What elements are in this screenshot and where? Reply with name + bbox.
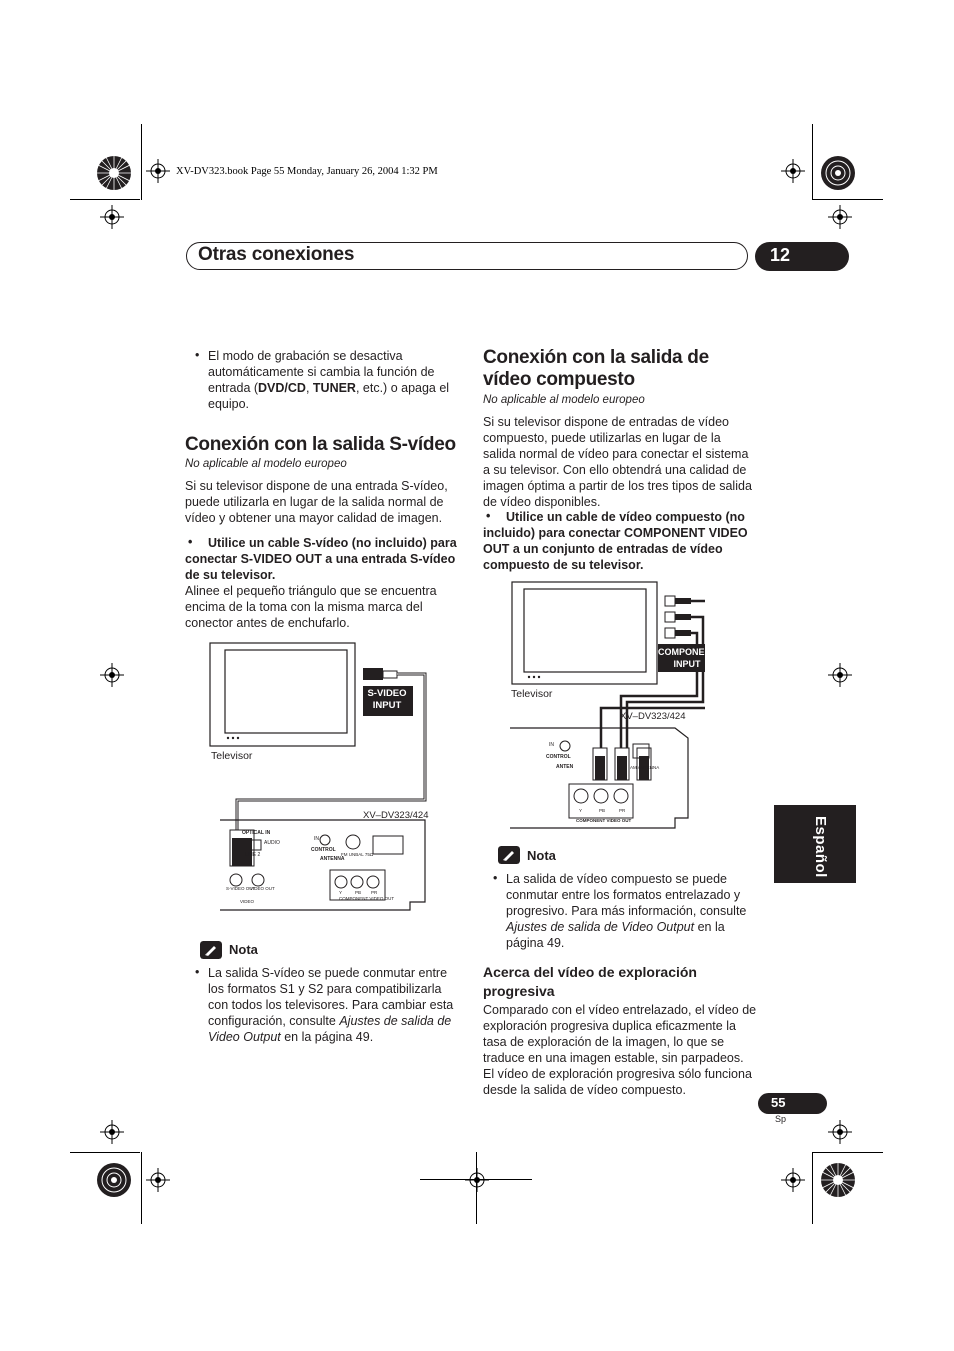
- panel-label-in: IN: [314, 836, 319, 842]
- svideo-paragraph: Si su televisor dispone de una entrada S-vídeo, puede utilizarla en lugar de la salida normal de vídeo y obtener una mayor calidad de imagen.: [185, 479, 448, 525]
- panel-label-component-out: COMPONENT VIDEO OUT: [576, 818, 632, 823]
- note-label: Nota: [527, 848, 556, 863]
- registration-mark: [828, 663, 852, 687]
- panel-label-am-antenna: AM ANTENNA: [630, 765, 660, 770]
- panel-label-control: CONTROL: [311, 847, 336, 853]
- svideo-instruction: Utilice un cable S-vídeo (no incluido) para conectar S-VIDEO OUT a una entrada S-vídeo de su televisor.: [185, 536, 457, 582]
- panel-label-svideo-out: S-VIDEO OUT: [226, 886, 256, 891]
- chapter-number: 12: [770, 245, 791, 265]
- registration-mark: [100, 205, 124, 229]
- panel-label-fm: FM UNBAL 75Ω: [341, 852, 374, 857]
- panel-label-control: CONTROL: [546, 754, 571, 760]
- component-instruction: Utilice un cable de vídeo compuesto (no incluido) para conectar COMPONENT VIDEO OUT a un conjunto de entradas de vídeo compuesto de su televisor.: [483, 510, 748, 572]
- registration-mark: [465, 1168, 489, 1192]
- svideo-plug-tv: [363, 668, 383, 680]
- component-plugs-device: [593, 748, 651, 780]
- tv-label: Televisor: [511, 688, 553, 700]
- bullet: •: [486, 509, 491, 523]
- registration-mark: [828, 205, 852, 229]
- registration-mark: [828, 1120, 852, 1144]
- chapter-title: Otras conexiones: [198, 244, 355, 265]
- progressive-heading: Acerca del vídeo de exploración progresiva: [483, 964, 697, 999]
- bullet: •: [195, 348, 200, 362]
- tv-screen: [524, 589, 646, 672]
- component-subtitle: No aplicable al modelo europeo: [483, 394, 645, 406]
- panel-label-y: Y: [339, 890, 343, 895]
- note-icon: [200, 941, 222, 959]
- registration-mark: [100, 1120, 124, 1144]
- color-rosette-top-left: [96, 155, 132, 191]
- language-code: Sp: [775, 1114, 787, 1124]
- registration-mark: [146, 159, 170, 183]
- registration-mark: [781, 159, 805, 183]
- registration-mark: [781, 1168, 805, 1192]
- file-header: XV-DV323.book Page 55 Monday, January 26, 2004 1:32 PM: [176, 166, 438, 177]
- model-label: XV–DV323/424: [363, 810, 429, 821]
- svideo-connection-diagram: [205, 640, 445, 920]
- bullet: •: [493, 871, 498, 885]
- panel-label-line2: LINE 2: [245, 852, 261, 858]
- color-rosette-top-right: [820, 155, 856, 191]
- tv-screen: [225, 650, 347, 733]
- component-paragraph: Si su televisor dispone de entradas de vídeo compuesto, puede utilizarlas en lugar de la salida normal de vídeo para conectar el sistema a su televisor. Con ello obtendrá una calidad de imagen óptima a partir de los tres tipos de salida de vídeo disponibles.: [483, 415, 752, 509]
- panel-label-pb: PB: [355, 890, 362, 895]
- progressive-paragraph: Comparado con el vídeo entrelazado, el vídeo de exploración progresiva duplica eficazmente la tasa de exploración de la imagen, lo que se traduce en una imagen estable, sin parpadeos. El vídeo de exploración progresiva sólo funciona desde la salida de vídeo compuesto.: [483, 1003, 757, 1097]
- panel-label-video-out: VIDEO OUT: [250, 886, 275, 891]
- intro-bullet-text: El modo de grabación se desactiva automáticamente si cambia la función de entrada (DVD/CD, TUNER, etc.) o apaga el equipo.: [208, 349, 450, 411]
- registration-mark: [146, 1168, 170, 1192]
- component-heading: Conexión con la salida de vídeo compuesto: [483, 347, 709, 390]
- panel-label-pr: PR: [371, 890, 378, 895]
- svideo-subtitle: No aplicable al modelo europeo: [185, 458, 347, 470]
- component-connection-diagram: [505, 578, 705, 838]
- svideo-input-label: S-VIDEO INPUT: [367, 688, 407, 711]
- note-text: La salida de vídeo compuesto se puede conmutar entre los formatos entrelazado y progresivo. Para más información, consulte Ajustes de salida de Video Output en la página 49.: [506, 872, 747, 950]
- panel-label-antenna: ANTENNA: [320, 856, 345, 862]
- language-tab-label: Español: [812, 816, 829, 878]
- panel-label-y: Y: [579, 808, 583, 813]
- note-text: La salida S-vídeo se puede conmutar entre los formatos S1 y S2 para compatibilizarla con todos los televisores. Para cambiar esta configuración, consulte Ajustes de salida de Video Output en la página 49.: [208, 966, 454, 1044]
- panel-label-in: IN: [549, 742, 554, 748]
- model-label: XV–DV323/424: [620, 711, 686, 722]
- svideo-instruction-detail: Alinee el pequeño triángulo que se encuentra encima de la toma con la misma marca del conector antes de enchufarlo.: [185, 584, 437, 630]
- page-number: 55: [771, 1095, 786, 1110]
- bullet: •: [188, 535, 193, 549]
- tv-label: Televisor: [211, 750, 253, 762]
- note-label: Nota: [229, 942, 258, 957]
- bullet: •: [195, 965, 200, 979]
- panel-label-audio: AUDIO: [264, 840, 280, 846]
- panel-label-pb: PB: [599, 808, 606, 813]
- panel-label-antenna: ANTEN: [556, 764, 574, 770]
- page-number-badge: [758, 1093, 827, 1114]
- color-rosette-bottom-left: [96, 1162, 132, 1198]
- panel-label-optical-in: OPTICAL IN: [242, 830, 271, 836]
- panel-label-component-out: COMPONENT VIDEO OUT: [339, 896, 395, 901]
- component-input-label: COMPONENT INPUT: [658, 647, 717, 669]
- color-rosette-bottom-right: [820, 1162, 856, 1198]
- svideo-heading: Conexión con la salida S-vídeo: [185, 434, 456, 455]
- registration-mark: [100, 663, 124, 687]
- panel-label-video: VIDEO: [240, 899, 255, 904]
- note-icon: [498, 846, 520, 864]
- panel-label-pr: PR: [619, 808, 626, 813]
- component-plugs-tv: [665, 596, 691, 638]
